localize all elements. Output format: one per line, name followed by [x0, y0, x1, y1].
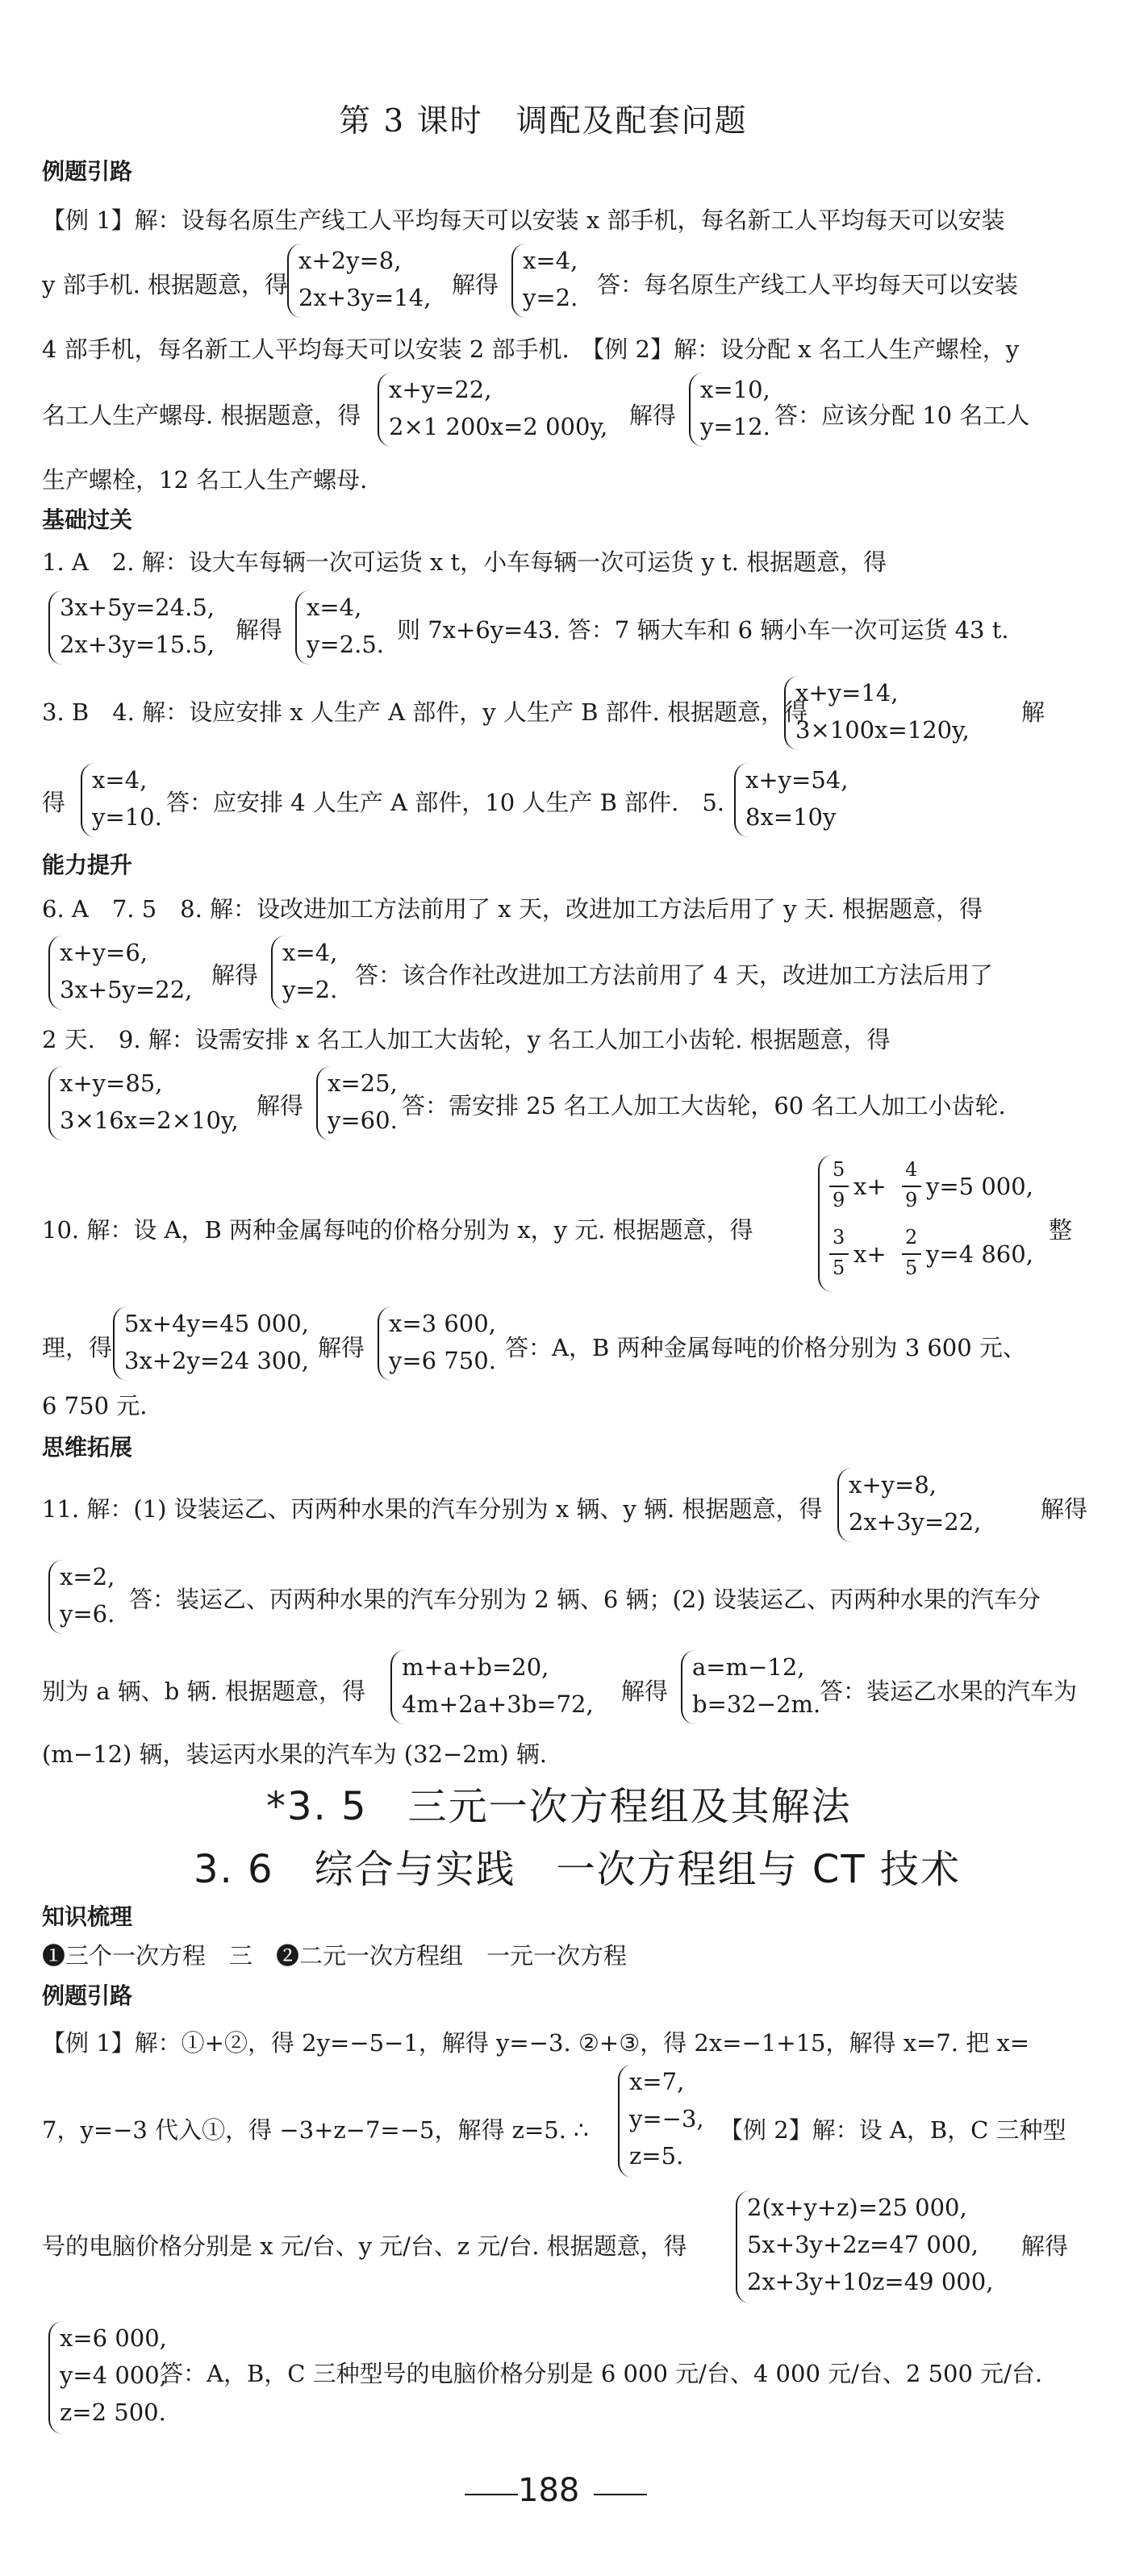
solution-system	[295, 590, 386, 665]
fraction-bar	[829, 1186, 849, 1187]
text-line: ❶三个一次方程 三 ❷二元一次方程组 一元一次方程	[42, 1942, 628, 1970]
numerator: 4	[905, 1158, 918, 1181]
equation: 3x+5y=22,	[60, 976, 193, 1003]
equation: y=2.5.	[307, 631, 385, 658]
variable: x+	[853, 1240, 887, 1268]
text-line: 6 750 元.	[42, 1392, 148, 1419]
text-line: 7，y=−3 代入①，得 −3+z−7=−5，解得 z=5. ∴	[42, 2116, 589, 2144]
equation: x=6 000,	[60, 2324, 167, 2352]
equation: y=4 860,	[926, 1240, 1033, 1268]
text-line: 2 天. 9. 解：设需安排 x 名工人加工大齿轮，y 名工人加工小齿轮. 根据题意，得	[42, 1026, 891, 1053]
fraction-bar	[902, 1253, 921, 1255]
equation: y=6.	[60, 1600, 115, 1628]
equation: z=5.	[629, 2142, 684, 2170]
text-line: (m−12) 辆，装运丙水果的汽车为 (32−2m) 辆.	[42, 1740, 547, 1768]
text-line: 10. 解：设 A，B 两种金属每吨的价格分别为 x，y 元. 根据题意，得	[42, 1216, 753, 1244]
text-line: 号的电脑价格分别是 x 元/台、y 元/台、z 元/台. 根据题意，得	[42, 2232, 687, 2260]
equation: y=6 750.	[389, 1347, 496, 1374]
solution-system	[689, 373, 779, 447]
equation: x=7,	[629, 2068, 685, 2095]
equation-system	[113, 1307, 316, 1381]
equation-system	[378, 373, 621, 447]
text-line: 【例 1】解：设每名原生产线工人平均每天可以安装 x 部手机，每名新工人平均每天可以安装	[42, 206, 1005, 234]
solution-system	[81, 763, 171, 837]
fraction-equation	[829, 1158, 1071, 1219]
solution-system	[511, 244, 594, 318]
equation-system	[287, 244, 474, 318]
text-line: 则 7x+6y=43. 答：7 辆大车和 6 辆小车一次可运货 43 t.	[397, 616, 1009, 644]
text-line: 答：A，B，C 三种型号的电脑价格分别是 6 000 元/台、4 000 元/台、2 500 元/台.	[160, 2360, 1043, 2387]
denominator: 9	[905, 1189, 918, 1211]
equation: y=2.	[523, 284, 578, 311]
text-line: 得	[42, 789, 66, 816]
equation-system	[48, 1066, 252, 1140]
equation: 2x+3y=15.5,	[60, 631, 215, 658]
page-number-dash	[594, 2494, 647, 2495]
equation: 3×100x=120y,	[795, 716, 970, 744]
text-line: 解得	[629, 402, 677, 429]
solution-system	[271, 936, 353, 1010]
page-number: 188	[518, 2472, 580, 2509]
equation-system	[734, 763, 873, 837]
equation: 8x=10y	[745, 803, 837, 831]
equation: y=4 000,	[60, 2361, 167, 2389]
text-line: 解得	[211, 961, 259, 989]
text-line: 6. A 7. 5 8. 解：设改进加工方法前用了 x 天，改进加工方法后用了 y 天. 根据题意，得	[42, 895, 983, 923]
equation-system	[736, 2190, 994, 2303]
fraction-bar	[829, 1253, 849, 1255]
equation: 3x+5y=24.5,	[60, 594, 215, 621]
equation: 5x+4y=45 000,	[124, 1310, 309, 1337]
section-heading: 思维拓展	[42, 1434, 133, 1461]
equation: m+a+b=20,	[402, 1653, 549, 1681]
equation-system	[784, 676, 1004, 750]
equation: 2x+3y=22,	[849, 1508, 982, 1536]
section-heading: 能力提升	[42, 852, 133, 878]
fraction-equation	[829, 1226, 1071, 1287]
text-line: 解	[1021, 698, 1045, 726]
equation: 2x+3y+10z=49 000,	[747, 2268, 994, 2295]
section-heading: 知识梳理	[42, 1903, 133, 1930]
section-heading: 基础过关	[42, 506, 133, 533]
equation: 2(x+y+z)=25 000,	[747, 2194, 967, 2221]
solution-system	[48, 1560, 131, 1634]
solution-system	[378, 1307, 500, 1381]
equation-system	[390, 1650, 610, 1724]
equation: x=25,	[328, 1069, 398, 1097]
section-title: 3. 6 综合与实践 一次方程组与 CT 技术	[194, 1847, 961, 1892]
equation: 4m+2a+3b=72,	[402, 1690, 594, 1718]
numerator: 2	[905, 1226, 918, 1248]
text-line: 答：装运乙水果的汽车为	[820, 1678, 1078, 1705]
text-line: 3. B 4. 解：设应安排 x 人生产 A 部件，y 人生产 B 部件. 根据题意，得	[42, 698, 808, 726]
equation: 3×16x=2×10y,	[60, 1107, 239, 1134]
text-line: 名工人生产螺母. 根据题意，得	[42, 402, 361, 429]
solution-system	[681, 1650, 828, 1724]
equation: x+y=22,	[389, 376, 492, 403]
text-line: 生产螺栓，12 名工人生产螺母.	[42, 466, 368, 494]
section-heading: 例题引路	[42, 1982, 133, 2009]
equation: x=3 600,	[389, 1310, 496, 1337]
solution-system	[316, 1066, 407, 1140]
equation: 5x+3y+2z=47 000,	[747, 2231, 979, 2258]
numerator: 5	[833, 1158, 845, 1181]
equation: 3x+2y=24 300,	[124, 1347, 309, 1374]
equation-system	[48, 936, 203, 1010]
text-line: 1. A 2. 解：设大车每辆一次可运货 x t，小车每辆一次可运货 y t. 根据题意，得	[42, 548, 887, 576]
equation: x=4,	[92, 766, 148, 794]
equation: x+y=6,	[60, 939, 148, 966]
denominator: 9	[833, 1189, 845, 1211]
equation-system	[48, 590, 227, 665]
lesson-title: 第 3 课时 调配及配套问题	[339, 103, 748, 140]
equation: x+y=14,	[795, 679, 899, 707]
text-line: 解得	[236, 616, 283, 644]
equation: y=12.	[700, 413, 770, 440]
equation: x+y=85,	[60, 1069, 163, 1097]
equation: y=2.	[282, 976, 338, 1003]
text-line: 答：应安排 4 人生产 A 部件，10 人生产 B 部件. 5.	[166, 789, 725, 816]
text-line: 理，得	[42, 1334, 113, 1361]
text-line: 答：装运乙、丙两种水果的汽车分别为 2 辆、6 辆；(2) 设装运乙、丙两种水果的汽车分	[129, 1586, 1041, 1613]
variable: x+	[853, 1173, 887, 1200]
equation-system	[818, 1155, 1078, 1292]
text-line: 解得	[1041, 1495, 1088, 1523]
text-line: 4 部手机，每名新工人平均每天可以安装 2 部手机. 【例 2】解：设分配 x 名工人生产螺栓，y	[42, 336, 1020, 363]
text-line: 答：该合作社改进加工方法前用了 4 天，改进加工方法后用了	[355, 961, 993, 989]
text-line: 【例 1】解：①+②，得 2y=−5−1，解得 y=−3. ②+③，得 2x=−1+15，解得 x=7. 把 x=	[42, 2029, 1030, 2057]
equation: y=10.	[92, 803, 162, 831]
text-line: 答：A，B 两种金属每吨的价格分别为 3 600 元、	[505, 1334, 1026, 1361]
equation: b=32−2m.	[692, 1690, 821, 1718]
equation: a=m−12,	[692, 1653, 805, 1681]
equation: x+y=54,	[745, 766, 849, 794]
text-line: 【例 2】解：设 A，B，C 三种型	[720, 2116, 1066, 2144]
text-line: 答：应该分配 10 名工人	[774, 402, 1030, 429]
equation: y=5 000,	[926, 1173, 1033, 1200]
text-line: 解得	[318, 1334, 365, 1361]
equation: x+y=8,	[849, 1471, 937, 1498]
equation: 2x+3y=14,	[298, 284, 432, 311]
text-line: y 部手机. 根据题意，得	[42, 271, 289, 298]
page-number-dash	[465, 2494, 518, 2495]
text-line: 11. 解：(1) 设装运乙、丙两种水果的汽车分别为 x 辆、y 辆. 根据题意，得	[42, 1495, 823, 1523]
equation: x=10,	[700, 376, 770, 403]
section-title: *3. 5 三元一次方程组及其解法	[266, 1784, 852, 1829]
equation: x+2y=8,	[298, 247, 402, 274]
equation: 2×1 200x=2 000y,	[389, 413, 608, 440]
text-line: 答：需安排 25 名工人加工大齿轮，60 名工人加工小齿轮.	[402, 1092, 1006, 1119]
text-line: 别为 a 辆、b 辆. 根据题意，得	[42, 1678, 365, 1705]
text-line: 解得	[621, 1678, 669, 1705]
text-line: 答：每名原生产线工人平均每天可以安装	[597, 271, 1019, 298]
solution-system	[48, 2321, 171, 2434]
equation: x=4,	[282, 939, 338, 966]
denominator: 5	[905, 1257, 918, 1279]
equation-system	[837, 1468, 984, 1542]
denominator: 5	[833, 1257, 845, 1279]
fraction-bar	[902, 1186, 921, 1187]
text-line: 解得	[257, 1092, 304, 1119]
equation: x=4,	[523, 247, 578, 274]
section-heading: 例题引路	[42, 158, 133, 185]
text-line: 整	[1049, 1216, 1073, 1244]
numerator: 3	[833, 1226, 845, 1248]
text-line: 解得	[452, 271, 499, 298]
equation: z=2 500.	[60, 2399, 166, 2426]
solution-system	[618, 2065, 708, 2178]
equation: x=4,	[307, 594, 362, 621]
equation: y=−3,	[629, 2105, 704, 2132]
equation: x=2,	[60, 1563, 115, 1590]
text-line: 解得	[1021, 2232, 1069, 2260]
equation: y=60.	[328, 1107, 398, 1134]
